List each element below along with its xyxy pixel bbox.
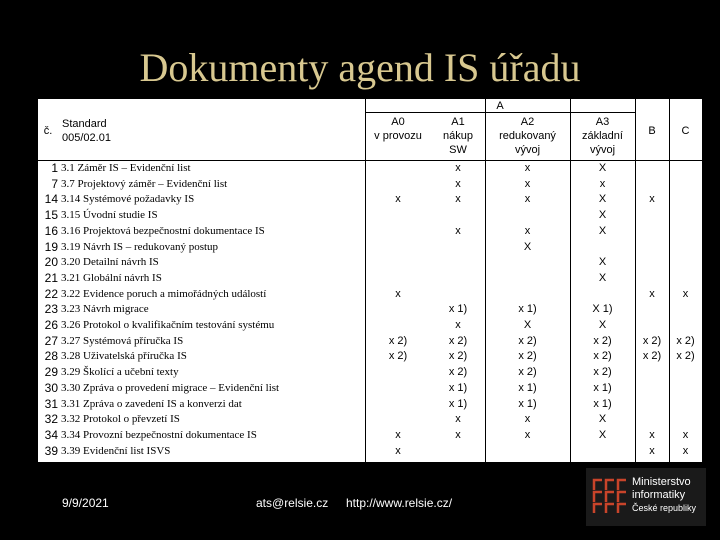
cell-b: x: [649, 444, 655, 457]
row-number: 16: [44, 223, 58, 238]
header-divider: [365, 112, 635, 113]
row-description: 3.26 Protokol o kvalifikačním testování systému: [61, 319, 275, 331]
row-description: 3.34 Provozní bezpečnostní dokumentace IS: [61, 428, 257, 441]
row-description: 3.7 Projektový záměr – Evidenční list: [61, 177, 228, 190]
cell-a2: x 2): [518, 334, 537, 347]
row-number: 34: [44, 427, 58, 442]
cell-a1: x: [455, 413, 461, 426]
row-number: 26: [44, 318, 58, 332]
cell-a1: x 1): [448, 381, 468, 394]
cell-a3: x: [599, 177, 606, 190]
row-number: 21: [44, 270, 58, 285]
cell-a3: X 1): [592, 303, 613, 316]
row-number: 31: [44, 396, 58, 411]
cell-a2: X: [523, 319, 532, 331]
footer-url[interactable]: http://www.relsie.cz/: [346, 496, 453, 510]
row-number: 14: [44, 192, 58, 207]
cell-a3: x 1): [593, 381, 612, 394]
cell-a3: x 2): [593, 366, 612, 379]
header-b: B: [648, 125, 656, 137]
cell-b: x: [649, 428, 655, 441]
row-number: 15: [44, 208, 58, 223]
header-a2-sub: redukovaný: [499, 130, 556, 142]
cell-a0: x: [395, 287, 401, 300]
cell-a2: x: [524, 162, 531, 174]
cell-a1: x 2): [448, 350, 468, 363]
header-a3-sub: základní: [582, 130, 623, 142]
cell-a2: x 2): [518, 366, 537, 379]
footer-date: 9/9/2021: [62, 496, 109, 510]
row-description: 3.15 Úvodní studie IS: [61, 209, 158, 222]
row-description: 3.32 Protokol o převzetí IS: [61, 413, 180, 426]
documents-table: [38, 99, 702, 462]
header-a3: A3: [595, 116, 610, 128]
cell-a3: X: [598, 271, 607, 284]
row-number: 32: [44, 412, 58, 427]
row-description: 3.19 Návrh IS – redukovaný postup: [61, 240, 219, 253]
cell-a2: x: [524, 193, 531, 206]
row-number: 20: [44, 255, 58, 270]
row-number: 27: [44, 333, 58, 348]
cell-a3: x 1): [593, 397, 612, 410]
cell-c: x: [682, 428, 689, 441]
row-description: 3.23 Návrh migrace: [61, 303, 149, 316]
cell-b: x 2): [642, 334, 662, 347]
row-description: 3.1 Záměr IS – Evidenční list: [61, 162, 191, 174]
cell-a1: x 1): [448, 303, 468, 316]
cell-a0: x: [395, 428, 401, 441]
cell-c: x: [682, 444, 689, 457]
cell-a3: X: [598, 209, 607, 222]
row-description: 3.21 Globální návrh IS: [61, 271, 162, 284]
row-description: 3.29 Školící a učební texty: [61, 366, 179, 379]
cell-a0: x: [395, 193, 401, 206]
row-description: 3.20 Detailní návrh IS: [61, 256, 159, 269]
cell-a1: x 2): [448, 366, 468, 379]
row-description: 3.28 Uživatelská příručka IS: [61, 350, 187, 363]
cell-b: x 2): [642, 350, 662, 363]
header-a2-sub2: vývoj: [514, 144, 541, 156]
cell-b: x: [649, 193, 655, 206]
row-number: 19: [44, 239, 58, 254]
row-number: 29: [44, 365, 58, 380]
row-description: 3.30 Zpráva o provedení migrace – Evidenční list: [61, 381, 280, 394]
cell-a3: X: [598, 413, 607, 426]
header-c: č.: [43, 125, 53, 137]
cell-a0: x 2): [388, 350, 408, 363]
cell-a2: x 2): [518, 350, 537, 363]
ministry-logo: [586, 468, 706, 526]
cell-a2: X: [523, 240, 532, 253]
cell-a3: X: [598, 428, 607, 441]
cell-a3: X: [598, 319, 607, 331]
cell-a2: x: [524, 413, 531, 426]
cell-a1: x: [455, 428, 461, 441]
row-description: 3.39 Evidenční list ISVS: [61, 444, 171, 457]
header-a0-sub: v provozu: [374, 130, 422, 142]
row-number: 7: [51, 176, 58, 191]
logo-line: Ministerstvo: [632, 476, 691, 488]
row-description: 3.31 Zpráva o zavedení IS a konverzi dat: [61, 397, 242, 410]
cell-a3: X: [598, 162, 607, 174]
header-c-col: C: [681, 125, 690, 137]
column-divider: [365, 99, 366, 462]
cell-c: x: [682, 287, 689, 300]
cell-a3: x 2): [593, 350, 612, 363]
cell-b: x: [649, 287, 655, 300]
cell-a1: x: [455, 162, 461, 174]
cell-a2: x 1): [518, 381, 537, 394]
cell-a2: x: [524, 428, 531, 441]
column-divider: [669, 99, 670, 462]
cell-a2: x 1): [518, 303, 537, 316]
cell-a0: x 2): [388, 334, 408, 347]
logo-line: informatiky: [632, 489, 686, 501]
row-number: 1: [51, 161, 58, 175]
cell-a1: x 2): [448, 334, 468, 347]
cell-a2: x: [524, 224, 531, 237]
cell-a3: X: [598, 224, 607, 237]
row-number: 39: [44, 443, 58, 458]
header-a3-sub2: vývoj: [589, 144, 616, 156]
header-a1-sub2: SW: [449, 144, 467, 156]
row-number: 22: [44, 286, 58, 301]
cell-a1: x 1): [448, 397, 468, 410]
header-divider: [38, 160, 702, 161]
cell-c: x 2): [676, 334, 695, 347]
row-description: 3.14 Systémové požadavky IS: [61, 193, 195, 206]
cell-a1: x: [455, 177, 461, 190]
header-a1: A1: [451, 116, 465, 128]
cell-a2: x 1): [518, 397, 537, 410]
header-a0: A0: [391, 116, 405, 128]
header-a1-sub: nákup: [443, 130, 473, 142]
row-number: 28: [44, 349, 58, 364]
page-title: Dokumenty agend IS úřadu: [139, 45, 581, 90]
row-number: 30: [44, 380, 58, 395]
header-standard: Standard: [62, 118, 107, 130]
header-standard-version: 005/02.01: [62, 132, 111, 144]
cell-a0: x: [395, 444, 401, 457]
cell-a1: x: [455, 193, 461, 206]
cell-c: x 2): [676, 350, 695, 363]
ministry-logo-mark-icon: [592, 478, 628, 514]
row-description: 3.16 Projektová bezpečnostní dokumentace IS: [61, 224, 265, 237]
cell-a3: X: [598, 256, 607, 269]
row-number: 23: [44, 302, 58, 317]
header-group-a: A: [496, 100, 504, 112]
cell-a1: x: [455, 319, 461, 331]
ministry-logo-text: [632, 476, 696, 515]
cell-a1: x: [455, 224, 461, 237]
cell-a2: x: [524, 177, 531, 190]
footer-email: ats@relsie.cz: [256, 496, 329, 510]
cell-a3: x 2): [593, 334, 612, 347]
column-divider: [635, 99, 636, 462]
row-description: 3.22 Evidence poruch a mimořádných událostí: [61, 287, 267, 300]
header-a2: A2: [520, 116, 535, 128]
row-description: 3.27 Systémová příručka IS: [61, 334, 184, 347]
cell-a3: X: [598, 193, 607, 206]
logo-line: České republiky: [632, 503, 697, 513]
